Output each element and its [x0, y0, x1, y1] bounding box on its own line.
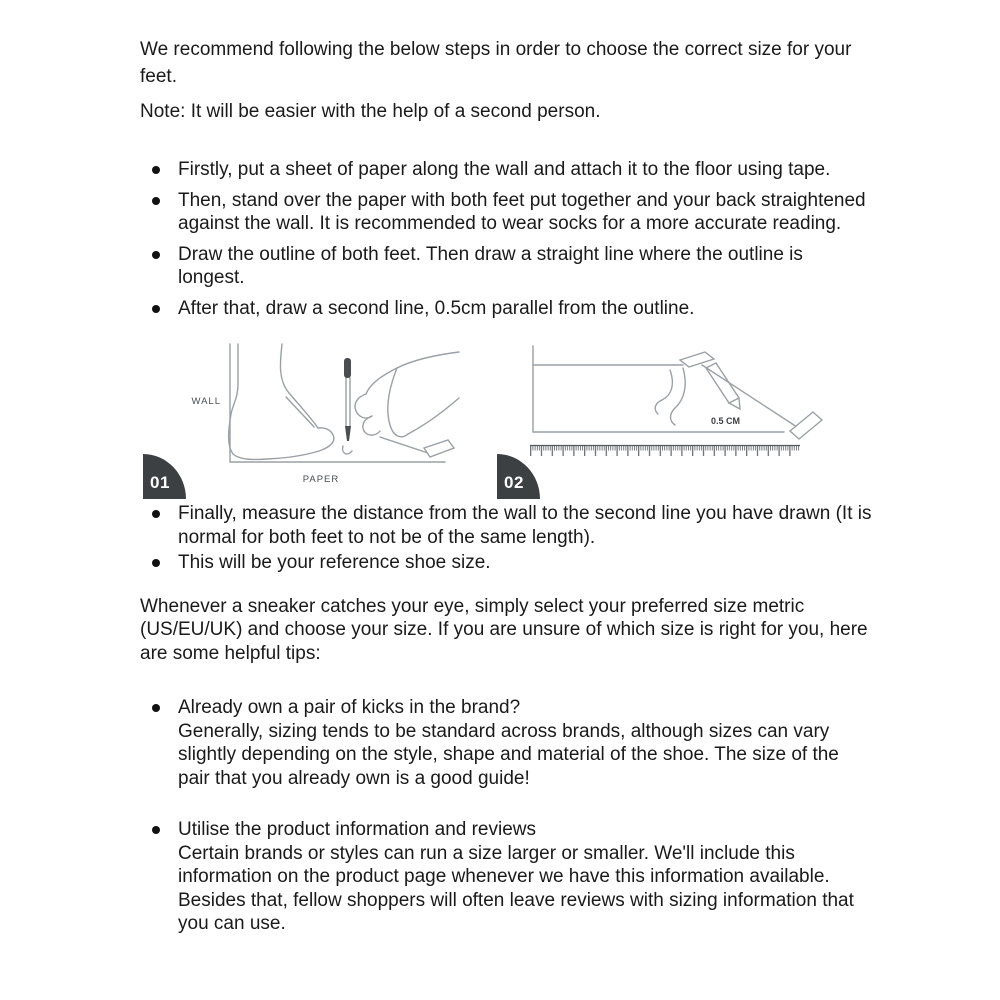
measurement-steps-list [140, 158, 872, 320]
toe-outline-1 [655, 370, 672, 414]
measurement-results-list [140, 502, 872, 575]
figure-foot-against-wall [143, 340, 460, 502]
tip-body: Certain brands or styles can run a size larger or smaller. We'll include this information on the product page whenever we have this information available. Besides that, fellow shoppers will often leave reviews with sizing information that you can use. [178, 842, 854, 934]
toe-outline-2 [671, 368, 686, 425]
figures-row [143, 340, 872, 502]
hand-outline [366, 352, 459, 394]
hand-finger-1 [355, 394, 372, 418]
pen-shaft [346, 378, 350, 426]
paper-edge-line [380, 437, 431, 454]
figure-number: 01 [150, 473, 170, 492]
ruler-ticks [530, 445, 800, 458]
figure-outline-and-ruler [497, 340, 870, 502]
hand-wrist [408, 398, 459, 434]
figure-number: 02 [504, 473, 524, 492]
pen-cap [344, 358, 351, 378]
tip-item-brand [140, 696, 872, 790]
half-cm-label: 0.5 CM [711, 416, 741, 426]
wall-label: WALL [191, 396, 221, 407]
pen-tip [345, 426, 351, 441]
foot-measurement-illustration [143, 340, 460, 502]
paper-label: PAPER [302, 474, 340, 485]
step-item-4: After that, draw a second line, 0.5cm parallel from the outline. [140, 297, 872, 321]
tip-title: Utilise the product information and reviews [178, 819, 537, 840]
tape-piece-top [680, 352, 714, 367]
hand-thumb [388, 368, 408, 437]
sizing-tips-list [140, 696, 872, 936]
intro-paragraph: We recommend following the below steps in order to choose the correct size for your feet. [140, 39, 852, 87]
tip-body: Generally, sizing tends to be standard across brands, although sizes can vary slightly depending on the style, shape and material of the shoe. The size of the pair that you already own is a good guide! [178, 720, 839, 789]
step-item-1: Firstly, put a sheet of paper along the wall and attach it to the floor using tape. [140, 158, 872, 182]
foot-instep-line [280, 344, 318, 428]
foot-instep-line-2 [286, 397, 314, 427]
tips-intro-paragraph: Whenever a sneaker catches your eye, simply select your preferred size metric (US/EU/UK) and choose your size. If you are unsure of which size is right for you, here are some helpful tips: [140, 595, 868, 664]
step-item-3: Draw the outline of both feet. Then draw a straight line where the outline is longest. [140, 243, 872, 290]
outline-measurement-illustration [497, 340, 870, 502]
pen-mark [343, 446, 352, 454]
result-item-2: This will be your reference shoe size. [140, 551, 872, 575]
tape-piece [424, 440, 454, 457]
tip-item-reviews [140, 818, 872, 936]
hand-finger-2 [363, 416, 380, 435]
result-item-1: Finally, measure the distance from the wall to the second line you have drawn (It is normal for both feet to not be of the same length). [140, 502, 872, 549]
tip-title: Already own a pair of kicks in the brand? [178, 697, 521, 718]
note-paragraph: Note: It will be easier with the help of a second person. [140, 101, 601, 122]
pencil-body [706, 363, 739, 403]
pencil-tip [729, 398, 740, 409]
step-item-2: Then, stand over the paper with both feet put together and your back straightened against the wall. It is recommended to wear socks for a more accurate reading. [140, 189, 872, 236]
